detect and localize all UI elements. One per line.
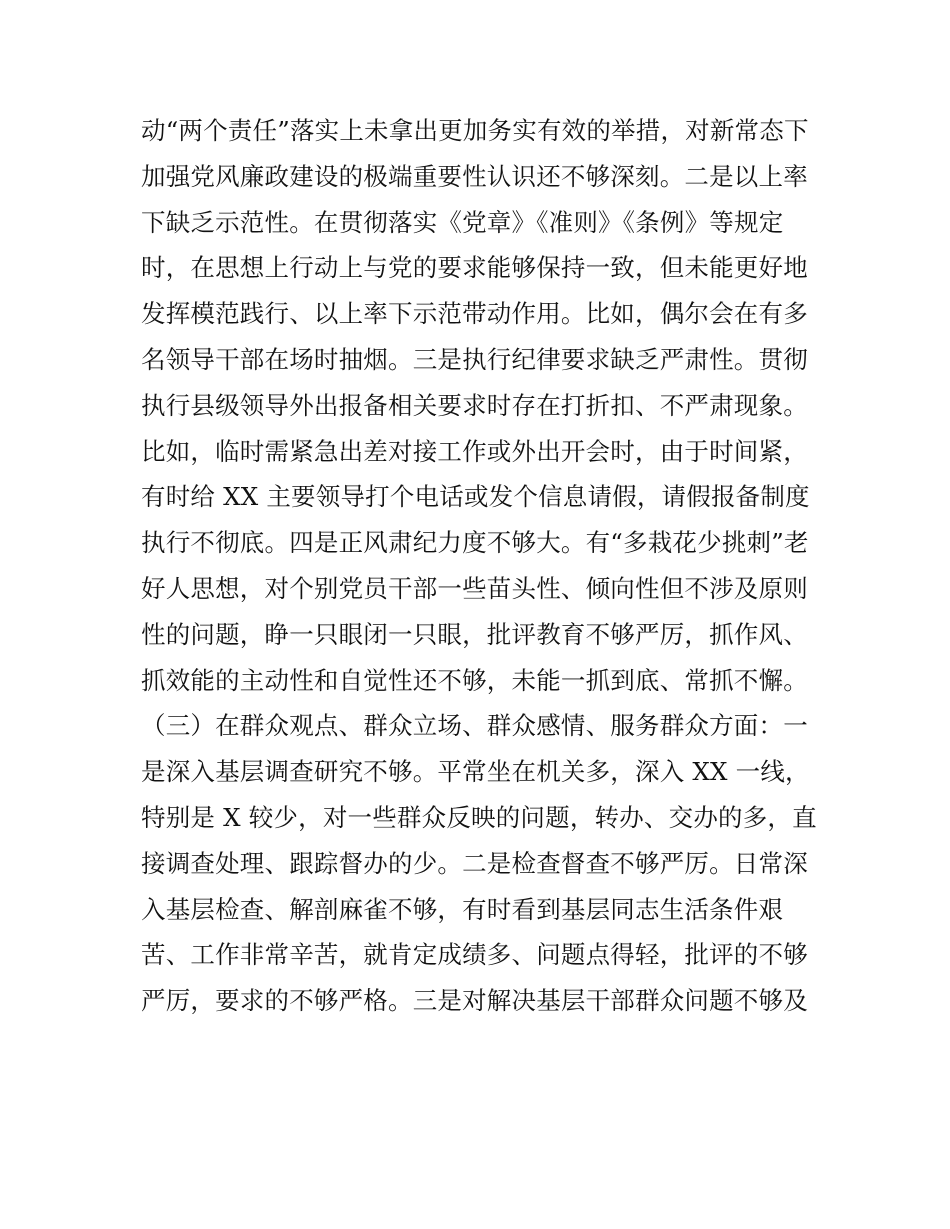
text-line: 动“两个责任”落实上未拿出更加务实有效的举措，对新常态下 (141, 116, 809, 145)
text-line: 有时给 XX 主要领导打个电话或发个信息请假，请假报备制度 (141, 482, 810, 512)
section-heading-line: （三）在群众观点、群众立场、群众感情、服务群众方面：一 (141, 711, 808, 741)
text-line: 接调查处理、跟踪督办的少。二是检查督查不够严厉。日常深 (141, 848, 808, 878)
text-line: 苦、工作非常辛苦，就肯定成绩多、问题点得轻，批评的不够 (141, 940, 808, 970)
body-text (141, 108, 821, 1024)
text-line: 时，在思想上行动上与党的要求能够保持一致，但未能更好地 (141, 253, 808, 283)
text-line: 执行不彻底。四是正风肃纪力度不够大。有“多栽花少挑刺”老 (141, 528, 809, 558)
text-line: 下缺乏示范性。在贯彻落实《党章》《准则》《条例》等规定 (141, 207, 784, 237)
text-line: 特别是 X 较少，对一些群众反映的问题，转办、交办的多，直 (141, 802, 817, 832)
text-line: 执行县级领导外出报备相关要求时存在打折扣、不严肃现象。 (141, 390, 808, 420)
text-line: 名领导干部在场时抽烟。三是执行纪律要求缺乏严肃性。贯彻 (141, 344, 808, 374)
text-line: 抓效能的主动性和自觉性还不够，未能一抓到底、常抓不懈。 (141, 665, 808, 695)
text-line: 是深入基层调查研究不够。平常坐在机关多，深入 XX 一线， (141, 757, 810, 787)
text-line: 性的问题，睁一只眼闭一只眼，批评教育不够严厉，抓作风、 (141, 619, 808, 649)
text-line: 发挥模范践行、以上率下示范带动作用。比如，偶尔会在有多 (141, 299, 808, 329)
text-line: 入基层检查、解剖麻雀不够，有时看到基层同志生活条件艰 (141, 894, 784, 924)
text-line: 好人思想，对个别党员干部一些苗头性、倾向性但不涉及原则 (141, 573, 808, 603)
text-line: 加强党风廉政建设的极端重要性认识还不够深刻。二是以上率 (141, 161, 808, 191)
text-line: 比如，临时需紧急出差对接工作或外出开会时，由于时间紧， (141, 436, 808, 466)
text-line: 严厉，要求的不够严格。三是对解决基层干部群众问题不够及 (141, 986, 808, 1016)
